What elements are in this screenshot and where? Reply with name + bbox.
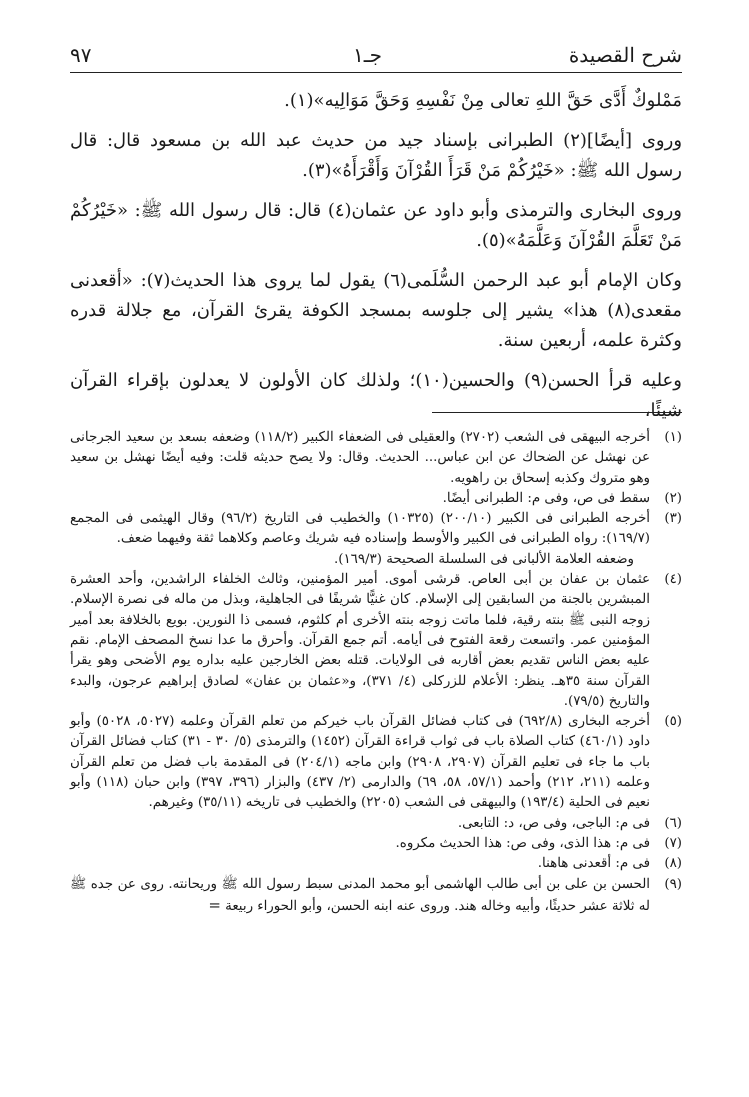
footnote-text: أخرجه الطبرانى فى الكبير (٢٠٠/١٠) (١٠٣٢٥) والخطيب فى التاريخ (٩٦/٢) وقال الهيثمى فى المجمع (١٦٩/٧): رواه الطبرانى فى الكبير والأوسط وإسناده فيه شريك وعاصم وكلاهما ثقة وفيهما ضعف. (70, 511, 650, 547)
footnote (70, 570, 682, 712)
footnote-number: (٧) (664, 835, 682, 851)
footnote-text: أخرجه البيهقى فى الشعب (٢٧٠٢) والعقيلى فى الضعفاء الكبير (١١٨/٢) وضعفه بسعد بن سعيد الجرجانى عن نهشل عن الضحاك عن ابن عباس... الحديث. وقال: ولا يصح حديثه قلت: وفيه أيضًا نهشل بن سعيد وهو متروك وكذبه إسحاق بن راهويه. (70, 430, 650, 486)
footnote (70, 509, 682, 550)
footnote (70, 854, 682, 874)
paragraph: وروى البخارى والترمذى وأبو داود عن عثمان(٤) قال: قال رسول الله ﷺ: «خَيْرُكُمْ مَنْ تَعَلَّمَ القُرْآنَ وَعَلَّمَهُ»(٥). (70, 200, 682, 251)
volume-label: جـ١ (353, 43, 382, 67)
footnote-number: (٥) (664, 714, 682, 730)
footnote (70, 875, 682, 918)
footnote-number: (٦) (664, 815, 682, 831)
footnote-text: أخرجه البخارى (٦٩٢/٨) فى كتاب فضائل القرآن باب خيركم من تعلم القرآن وعلمه (٥٠٢٧، ٥٠٢٨) وأبو داود (٤٦٠/١) كتاب الصلاة باب فى ثواب قراءة القرآن (١٤٥٢) والترمذى (٥/ ٣٠ - ٣١) كتاب فضائل القرآن باب ما جاء فى تعليم القرآن (٢٩٠٧، ٢٩٠٨) وابن ماجه (٢٠٤/١) فى المقدمة باب فضل من تعلم القرآن وعلمه (٢١١، ٢١٢) وأحمد (٥٧/١، ٥٨، ٦٩) والدارمى (٢/ ٤٣٧) والبزار (٣٩٦، ٣٩٧) وابن حبان (١١٨) وأبو نعيم فى الحلية (١٩٣/٤) والبيهقى فى الشعب (٢٢٠٥) والخطيب فى تاريخه (٣٥/١١) وغيرهم. (70, 714, 651, 811)
footnote-text (70, 875, 650, 918)
continuation-mark: = (208, 895, 221, 914)
footnote (70, 428, 682, 489)
footnote (70, 712, 682, 813)
footnote (70, 814, 682, 834)
footnote (70, 489, 682, 509)
main-text (70, 86, 682, 436)
footnote-continuation: وضعفه العلامة الألبانى فى السلسلة الصحيحة (١٦٩/٣). (333, 551, 634, 567)
footnote-number: (١) (664, 430, 682, 445)
footnote-text-run: الحسن بن على بن أبى طالب الهاشمى أبو محمد المدنى سبط رسول الله ﷺ وريحانته. روى عن جده ﷺ له ثلاثة عشر حديثًا، وأبيه وخاله هند. وروى عنه ابنه الحسن، وأبو الحوراء ربيعة (70, 876, 650, 914)
footnote-text: فى م: الباجى، وفى ص، د: التابعى. (457, 815, 650, 831)
page-number: ٩٧ (70, 43, 92, 67)
paragraph: وكان الإمام أبو عبد الرحمن السُّلَمى(٦) يقول لما يروى هذا الحديث(٧): «أقعدنى مقعدى(٨) هذا» يشير إلى جلوسه بمسجد الكوفة يقرئ القرآن، مع جلالة قدره وكثرة علمه، أربعين سنة. (70, 270, 682, 351)
footnote-text: فى م: أقعدنى هاهنا. (537, 856, 650, 872)
page-header (70, 40, 682, 70)
paragraph: مَمْلوكٌ أَدَّى حَقَّ اللهِ تعالى مِنْ نَفْسِهِ وَحَقَّ مَوَالِيه»(١). (284, 90, 682, 111)
paragraph: وروى [أيضًا](٢) الطبرانى بإسناد جيد من حديث عبد الله بن مسعود قال: قال رسول الله ﷺ: «خَيْرُكُمْ مَنْ قَرَأَ القُرْآنَ وَأَقْرَأَهُ»(٣). (70, 130, 683, 181)
header-rule (70, 72, 682, 73)
paragraph: وعليه قرأ الحسن(٩) والحسين(١٠)؛ ولذلك كان الأولون لا يعدلون بإقراء القرآن شيئًا، (70, 370, 682, 421)
footnote-number: (٨) (664, 856, 682, 872)
footnote-number: (٣) (664, 511, 682, 527)
footnote-separator (432, 412, 682, 413)
footnote-text: عثمان بن عفان بن أبى العاص. قرشى أموى. أمير المؤمنين، وثالث الخلفاء الراشدين، وأحد العشرة المبشرين بالجنة من السابقين إلى الإسلام. كان غنيًّا شريفًا فى الجاهلية، وبذل من ماله فى نصرة الإسلام. زوجه النبى ﷺ بنته رقية، فلما ماتت زوجه بنته الأخرى أم كلثوم، فسمى ذا النورين. بويع بالخلافة بعد أمير المؤمنين عمر. واتسعت رقعة الفتوح فى أيامه. أتم جمع القرآن. وأحرق ما عدا نسخ المصحف الإمام. نقم عليه بعض الناس تقديم بعض أقاربه فى الولايات. قتله بعض الخارجين عليه بداره يوم الأضحى وهو يقرأ القرآن سنة ٣٥هـ. ينظر: الأعلام للزركلى (٤/ ٣٧١)، و«عثمان بن عفان» لصادق إبراهيم عرجون، والبدء والتاريخ (٧٩/٥). (70, 572, 650, 709)
footnote-text: فى م: هذا الذى، وفى ص: هذا الحديث مكروه. (395, 835, 650, 851)
footnote-text: سقط فى ص، وفى م: الطبرانى أيضًا. (442, 490, 650, 506)
footnote (70, 834, 682, 854)
footnotes (70, 428, 682, 917)
running-title: شرح القصيدة (568, 43, 682, 67)
footnote-number: (٩) (664, 876, 682, 892)
footnote-number: (٤) (664, 572, 682, 588)
footnote-number: (٢) (664, 490, 682, 506)
